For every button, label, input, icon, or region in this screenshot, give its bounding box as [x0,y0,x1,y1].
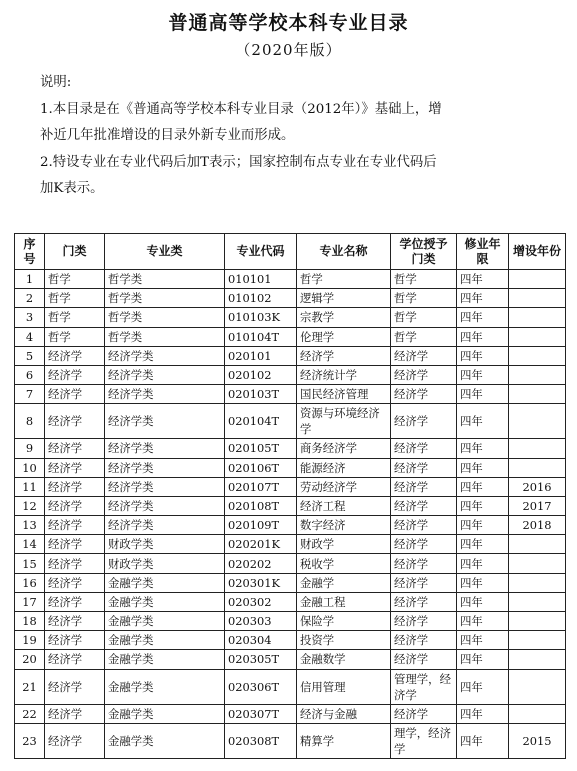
major-name-cell: 经济统计学 [297,365,391,384]
degree-category-cell: 经济学 [391,365,457,384]
study-length-cell: 四年 [457,631,509,650]
subject-class-cell: 财政学类 [105,535,225,554]
study-length-cell: 四年 [457,404,509,439]
row-index: 3 [15,308,45,327]
major-name-cell: 宗教学 [297,308,391,327]
category-cell: 经济学 [45,516,105,535]
year-added-cell [509,270,566,289]
major-code-cell: 010102 [225,289,297,308]
year-added-cell [509,327,566,346]
study-length-cell: 四年 [457,385,509,404]
major-name-cell: 商务经济学 [297,439,391,458]
major-code-cell: 020101 [225,346,297,365]
year-added-cell [509,650,566,669]
degree-category-cell: 哲学 [391,289,457,308]
subject-class-cell: 经济学类 [105,439,225,458]
degree-category-cell: 哲学 [391,270,457,289]
subject-class-cell: 哲学类 [105,308,225,327]
table-row [15,723,566,758]
subject-class-cell: 金融学类 [105,631,225,650]
major-code-cell: 020304 [225,631,297,650]
major-name-cell: 资源与环境经济学 [297,404,391,439]
row-index: 13 [15,516,45,535]
category-cell: 哲学 [45,308,105,327]
row-index: 14 [15,535,45,554]
subject-class-cell: 金融学类 [105,669,225,704]
category-cell: 经济学 [45,704,105,723]
major-name-cell: 伦理学 [297,327,391,346]
table-row [15,346,566,365]
year-added-cell [509,439,566,458]
table-row [15,270,566,289]
subject-class-cell: 金融学类 [105,592,225,611]
header-major-name: 专业名称 [297,234,391,270]
table-row [15,365,566,384]
table-row [15,535,566,554]
major-name-cell: 劳动经济学 [297,477,391,496]
degree-category-cell: 理学，经济学 [391,723,457,758]
table-row [15,516,566,535]
row-index: 11 [15,477,45,496]
year-added-cell [509,612,566,631]
study-length-cell: 四年 [457,477,509,496]
study-length-cell: 四年 [457,723,509,758]
study-length-cell: 四年 [457,327,509,346]
row-index: 2 [15,289,45,308]
major-code-cell: 020107T [225,477,297,496]
major-name-cell: 逻辑学 [297,289,391,308]
study-length-cell: 四年 [457,308,509,327]
category-cell: 哲学 [45,270,105,289]
header-study-length: 修业年限 [457,234,509,270]
major-name-cell: 保险学 [297,612,391,631]
study-length-cell: 四年 [457,573,509,592]
table-row [15,669,566,704]
subject-class-cell: 金融学类 [105,573,225,592]
year-added-cell [509,669,566,704]
row-index: 10 [15,458,45,477]
table-row [15,289,566,308]
degree-category-cell: 经济学 [391,496,457,515]
degree-category-cell: 经济学 [391,631,457,650]
category-cell: 经济学 [45,496,105,515]
year-added-cell: 2018 [509,516,566,535]
header-index: 序号 [15,234,45,270]
subject-class-cell: 经济学类 [105,477,225,496]
subject-class-cell: 经济学类 [105,516,225,535]
year-added-cell [509,308,566,327]
row-index: 16 [15,573,45,592]
header-category: 门类 [45,234,105,270]
table-row [15,631,566,650]
degree-category-cell: 经济学 [391,385,457,404]
subject-class-cell: 经济学类 [105,365,225,384]
note-item-1-line-1: 1.本目录是在《普通高等学校本科专业目录（2012年）》基础上，增 [40,101,442,117]
subject-class-cell: 金融学类 [105,650,225,669]
subject-class-cell: 金融学类 [105,704,225,723]
subject-class-cell: 哲学类 [105,270,225,289]
table-row [15,496,566,515]
table-row [15,704,566,723]
major-name-cell: 金融工程 [297,592,391,611]
year-added-cell [509,573,566,592]
major-name-cell: 数字经济 [297,516,391,535]
category-cell: 经济学 [45,650,105,669]
major-name-cell: 投资学 [297,631,391,650]
study-length-cell: 四年 [457,554,509,573]
category-cell: 经济学 [45,592,105,611]
table-row [15,477,566,496]
table-header-row [15,234,566,270]
category-cell: 经济学 [45,631,105,650]
header-year-added: 增设年份 [509,234,566,270]
row-index: 23 [15,723,45,758]
study-length-cell: 四年 [457,535,509,554]
major-code-cell: 020201K [225,535,297,554]
note-item-2-line-1: 2.特设专业在专业代码后加T表示；国家控制布点专业在专业代码后 [40,154,437,170]
category-cell: 经济学 [45,458,105,477]
category-cell: 经济学 [45,554,105,573]
major-code-cell: 020105T [225,439,297,458]
degree-category-cell: 经济学 [391,516,457,535]
note-item-2-line-2: 加K表示。 [40,181,104,196]
degree-category-cell: 经济学 [391,477,457,496]
year-added-cell [509,404,566,439]
edition-subtitle: （2020年版） [235,41,342,59]
study-length-cell: 四年 [457,458,509,477]
subject-class-cell: 经济学类 [105,404,225,439]
major-name-cell: 税收学 [297,554,391,573]
table-row [15,439,566,458]
table-row [15,650,566,669]
table-row [15,385,566,404]
row-index: 4 [15,327,45,346]
subject-class-cell: 经济学类 [105,458,225,477]
subject-class-cell: 经济学类 [105,346,225,365]
table-row [15,592,566,611]
page-title: 普通高等学校本科专业目录 [168,12,409,34]
year-added-cell [509,554,566,573]
degree-category-cell: 管理学，经济学 [391,669,457,704]
degree-category-cell: 哲学 [391,327,457,346]
year-added-cell [509,289,566,308]
table-row [15,554,566,573]
year-added-cell: 2015 [509,723,566,758]
year-added-cell [509,346,566,365]
row-index: 5 [15,346,45,365]
major-name-cell: 信用管理 [297,669,391,704]
notes-heading: 说明: [40,75,72,90]
category-cell: 经济学 [45,385,105,404]
major-code-cell: 020202 [225,554,297,573]
degree-category-cell: 经济学 [391,704,457,723]
notes-section [40,70,550,203]
year-added-cell: 2017 [509,496,566,515]
study-length-cell: 四年 [457,439,509,458]
major-code-cell: 020109T [225,516,297,535]
major-name-cell: 经济与金融 [297,704,391,723]
category-cell: 经济学 [45,723,105,758]
row-index: 8 [15,404,45,439]
table-row [15,308,566,327]
table-body [15,270,566,759]
year-added-cell [509,631,566,650]
study-length-cell: 四年 [457,650,509,669]
study-length-cell: 四年 [457,612,509,631]
major-name-cell: 经济学 [297,346,391,365]
year-added-cell [509,535,566,554]
year-added-cell [509,385,566,404]
subject-class-cell: 金融学类 [105,612,225,631]
major-code-cell: 020104T [225,404,297,439]
major-code-cell: 010104T [225,327,297,346]
major-code-cell: 020103T [225,385,297,404]
header-major-code: 专业代码 [225,234,297,270]
study-length-cell: 四年 [457,516,509,535]
degree-category-cell: 经济学 [391,592,457,611]
major-code-cell: 020106T [225,458,297,477]
category-cell: 经济学 [45,404,105,439]
category-cell: 经济学 [45,612,105,631]
header-subject-class: 专业类 [105,234,225,270]
major-code-cell: 020302 [225,592,297,611]
degree-category-cell: 经济学 [391,612,457,631]
study-length-cell: 四年 [457,270,509,289]
subject-class-cell: 经济学类 [105,385,225,404]
table-row [15,404,566,439]
row-index: 9 [15,439,45,458]
degree-category-cell: 经济学 [391,650,457,669]
major-code-cell: 010103K [225,308,297,327]
major-name-cell: 国民经济管理 [297,385,391,404]
degree-category-cell: 哲学 [391,308,457,327]
major-code-cell: 020306T [225,669,297,704]
row-index: 20 [15,650,45,669]
major-code-cell: 020308T [225,723,297,758]
year-added-cell: 2016 [509,477,566,496]
subject-class-cell: 金融学类 [105,723,225,758]
degree-category-cell: 经济学 [391,346,457,365]
table-row [15,573,566,592]
note-item-1-line-2: 补近几年批准增设的目录外新专业而形成。 [40,128,295,143]
row-index: 19 [15,631,45,650]
row-index: 6 [15,365,45,384]
row-index: 21 [15,669,45,704]
category-cell: 经济学 [45,439,105,458]
table-row [15,458,566,477]
subject-class-cell: 财政学类 [105,554,225,573]
row-index: 17 [15,592,45,611]
table-row [15,327,566,346]
major-code-cell: 020305T [225,650,297,669]
major-name-cell: 能源经济 [297,458,391,477]
row-index: 12 [15,496,45,515]
year-added-cell [509,592,566,611]
category-cell: 经济学 [45,573,105,592]
degree-category-cell: 经济学 [391,554,457,573]
study-length-cell: 四年 [457,289,509,308]
year-added-cell [509,365,566,384]
row-index: 22 [15,704,45,723]
degree-category-cell: 经济学 [391,573,457,592]
row-index: 15 [15,554,45,573]
category-cell: 哲学 [45,289,105,308]
major-name-cell: 金融学 [297,573,391,592]
degree-category-cell: 经济学 [391,439,457,458]
study-length-cell: 四年 [457,592,509,611]
major-code-cell: 020108T [225,496,297,515]
study-length-cell: 四年 [457,365,509,384]
row-index: 18 [15,612,45,631]
row-index: 7 [15,385,45,404]
study-length-cell: 四年 [457,704,509,723]
row-index: 1 [15,270,45,289]
header-degree-category: 学位授予门类 [391,234,457,270]
category-cell: 经济学 [45,346,105,365]
subject-class-cell: 经济学类 [105,496,225,515]
degree-category-cell: 经济学 [391,535,457,554]
study-length-cell: 四年 [457,669,509,704]
study-length-cell: 四年 [457,496,509,515]
major-code-cell: 020301K [225,573,297,592]
table-row [15,612,566,631]
category-cell: 哲学 [45,327,105,346]
category-cell: 经济学 [45,535,105,554]
major-name-cell: 经济工程 [297,496,391,515]
subject-class-cell: 哲学类 [105,327,225,346]
major-name-cell: 财政学 [297,535,391,554]
year-added-cell [509,458,566,477]
major-code-cell: 020303 [225,612,297,631]
major-code-cell: 020307T [225,704,297,723]
category-cell: 经济学 [45,477,105,496]
major-code-cell: 010101 [225,270,297,289]
major-catalog-table [14,233,566,759]
major-name-cell: 哲学 [297,270,391,289]
major-name-cell: 金融数学 [297,650,391,669]
year-added-cell [509,704,566,723]
subject-class-cell: 哲学类 [105,289,225,308]
degree-category-cell: 经济学 [391,404,457,439]
degree-category-cell: 经济学 [391,458,457,477]
category-cell: 经济学 [45,365,105,384]
study-length-cell: 四年 [457,346,509,365]
major-name-cell: 精算学 [297,723,391,758]
major-code-cell: 020102 [225,365,297,384]
category-cell: 经济学 [45,669,105,704]
